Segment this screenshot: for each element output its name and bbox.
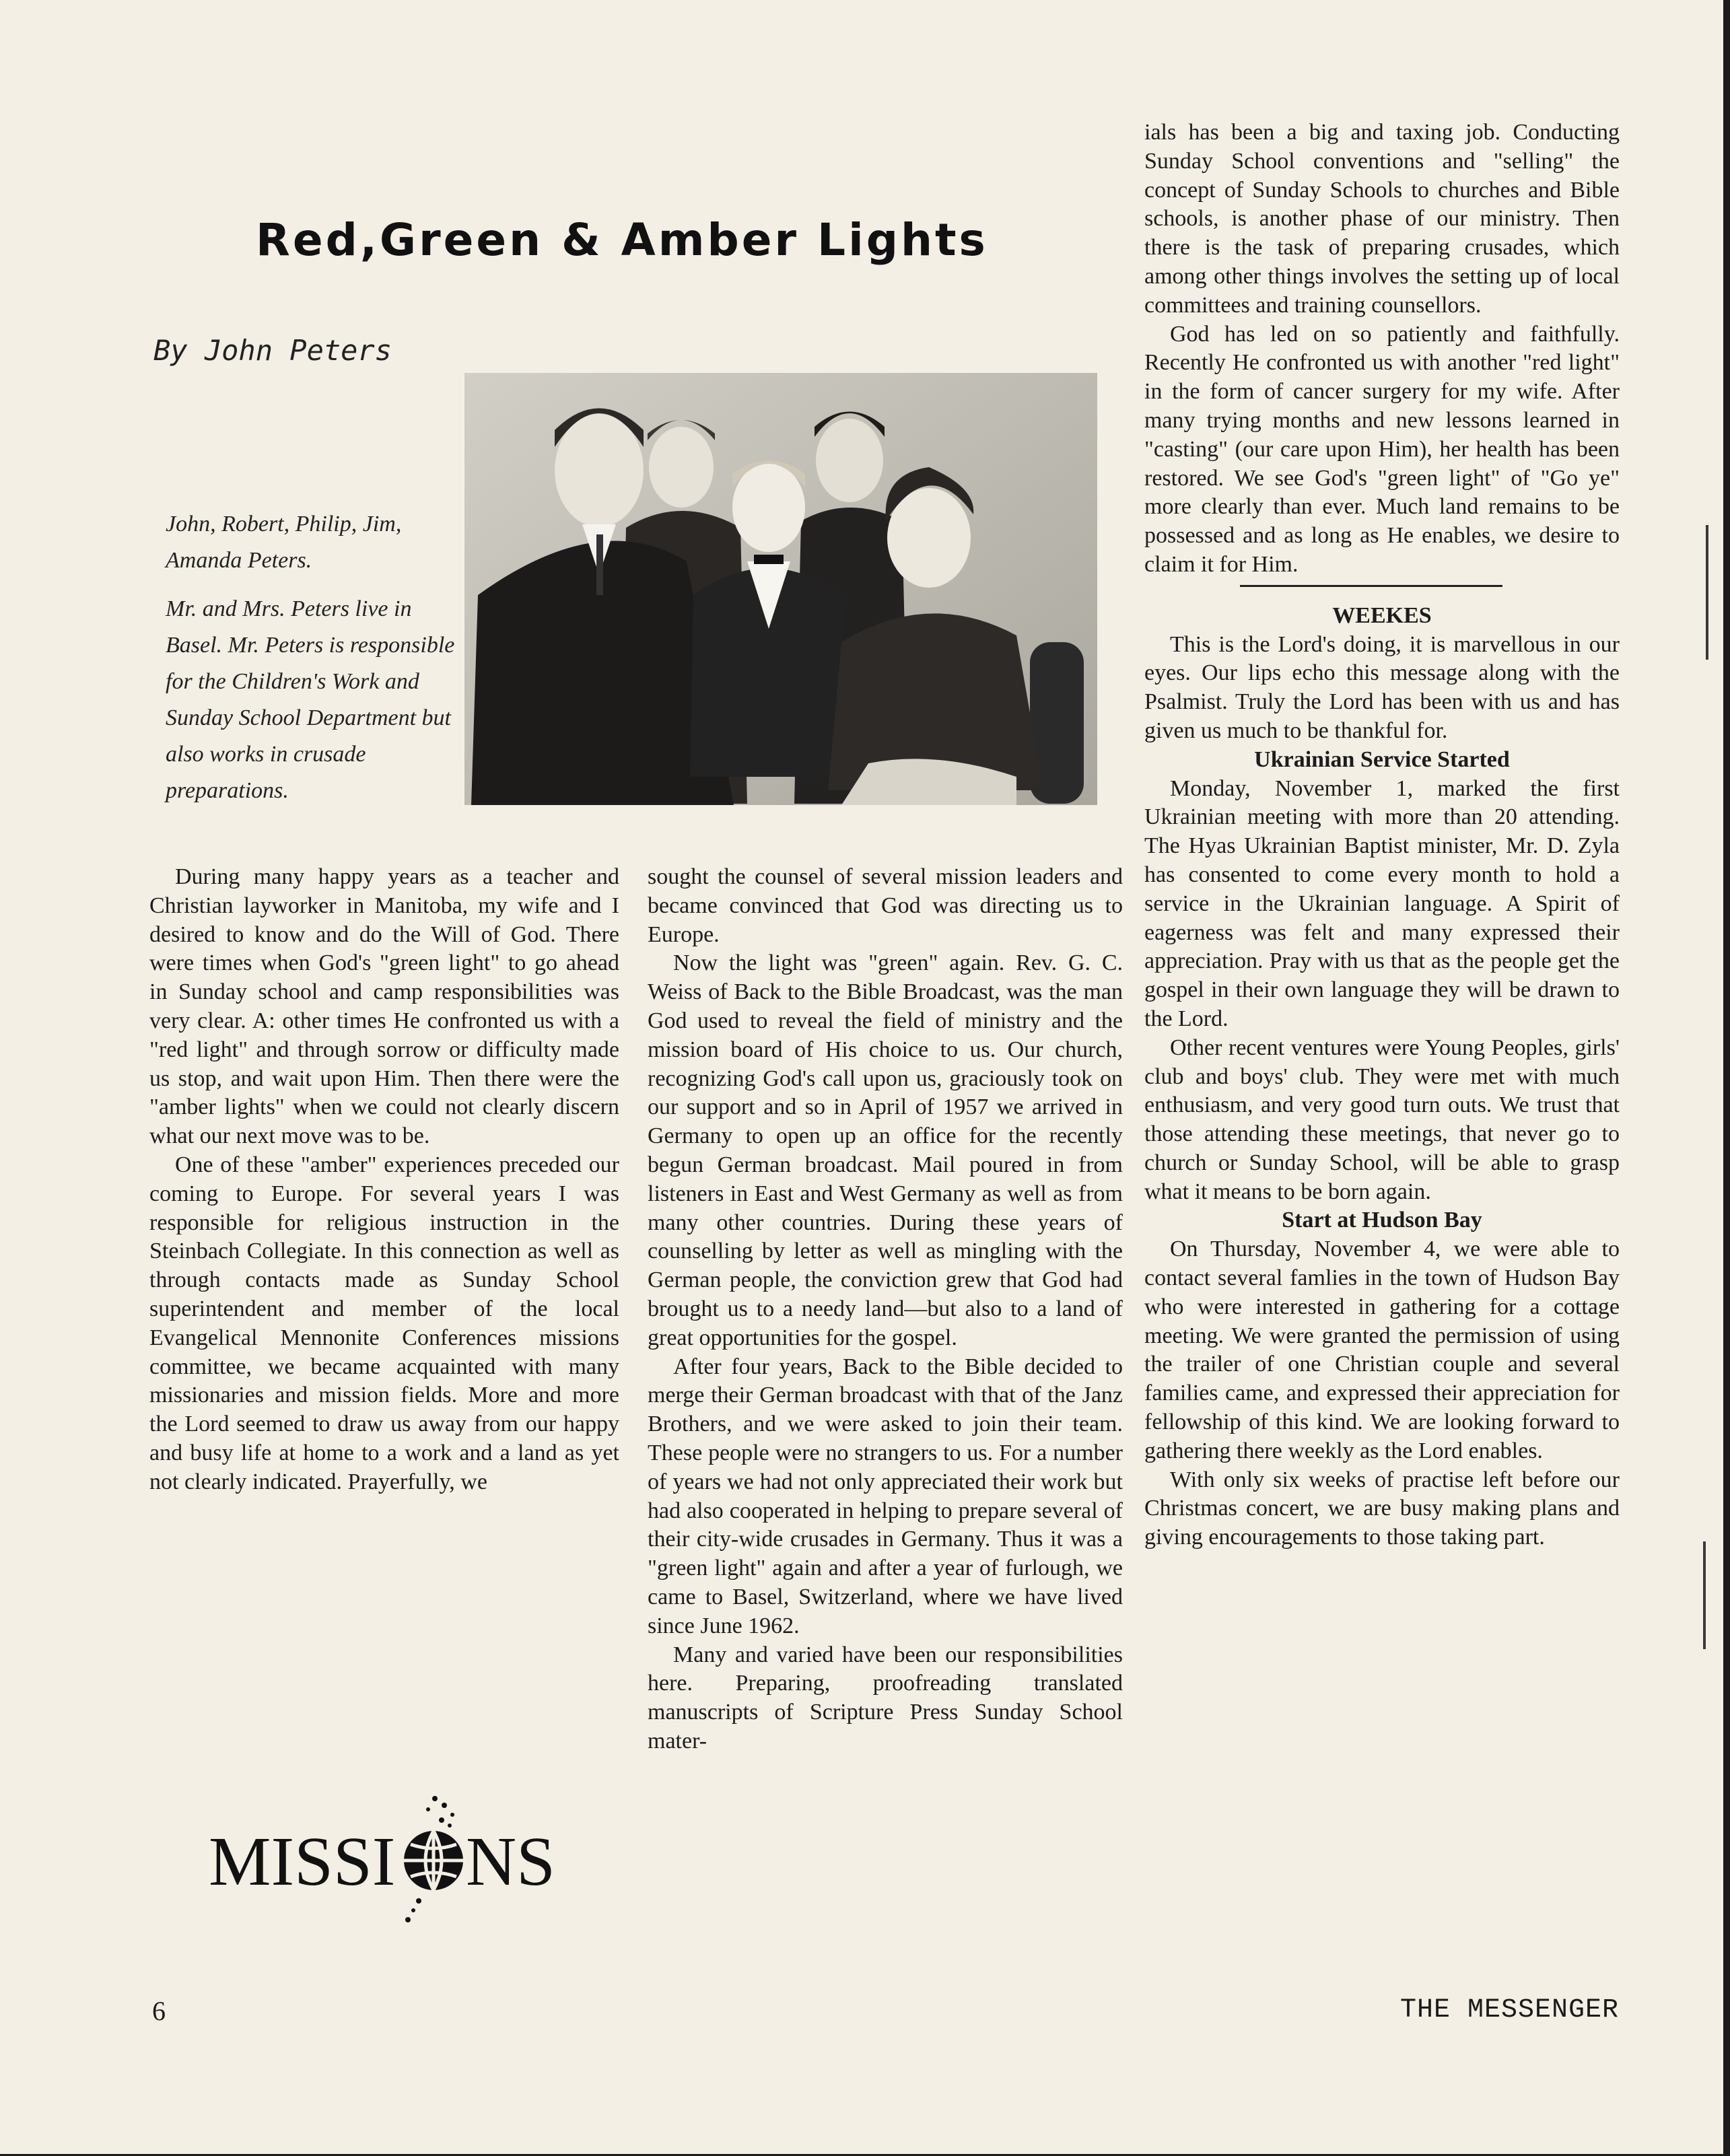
caption-names: John, Robert, Philip, Jim, Amanda Peters. (166, 512, 402, 573)
section-heading: WEEKES (1332, 602, 1432, 628)
paragraph: ials has been a big and taxing job. Conducting Sunday School conventions and "selling" the concept of Sunday Schools to churches and Bible schools, is another phase of our ministry. Then there is the task of preparing crusades, which among other things involves the setting up of local committees and training counsellors. (1144, 120, 1620, 318)
publication-name: THE MESSENGER (1400, 1995, 1620, 2025)
scan-mark (1703, 1541, 1706, 1649)
paragraph: Now the light was "green" again. Rev. G. C. Weiss of Back to the Bible Broadcast, was the man God used to reveal the field of ministry and the mission board of His choice to us. Our church, recognizing God's call upon us, graciously took on our support and so in April of 1957 we arrived in Germany to open up an office for the recently begun German broadcast. Mail poured in from listeners in East and West Germany as well as from many other countries. During these years of counselling by letter as well as mingling with the German people, the conviction grew that God had brought us to a needy land—but also to a land of great opportunities for the gospel. (648, 950, 1123, 1350)
paragraph: Many and varied have been our responsibilities here. Preparing, proofreading translated manuscripts of Scripture Press Sunday School mater- (648, 1642, 1123, 1753)
byline: By John Peters (153, 334, 392, 367)
paragraph: God has led on so patiently and faithfully. Recently He confronted us with another "red light" in the form of cancer surgery for my wife. After many trying months and new lessons learned in "casting" (our care upon Him), her health has been restored. We see God's "green light" of "Go ye" more clearly than ever. Much land remains to be possessed and as long as He enables, we desire to claim it for Him. (1144, 321, 1620, 577)
page-number: 6 (152, 1996, 166, 2026)
svg-text:MISSI: MISSI (209, 1823, 396, 1900)
photo-caption (166, 506, 462, 821)
paragraph: Monday, November 1, marked the first Ukrainian meeting with more than 20 attending. The Hyas Ukrainian Baptist minister, Mr. D. Zyla has consented to come every month to hold a service in the Ukrainian language. A Spirit of eagerness was felt and many expressed their appreciation. Pray with us that as the people get the gospel in their own language they will be drawn to the Lord. (1144, 775, 1620, 1031)
section-divider (1240, 585, 1502, 587)
section-heading: Start at Hudson Bay (1282, 1208, 1482, 1233)
family-photo (464, 373, 1097, 805)
paragraph: On Thursday, November 4, we were able to contact several famlies in the town of Hudson Bay who were interested in gathering for a cottage meeting. We were granted the permission of using the trailer of one Christian couple and several families came, and expressed their appreciation for fellowship of this kind. We are looking forward to gathering there weekly as the Lord enables. (1144, 1237, 1620, 1463)
scan-mark (1706, 525, 1708, 660)
caption-description: Mr. and Mrs. Peters live in Basel. Mr. Peters is responsible for the Children's Work and Sunday School Department but also works in crusade preparations. (166, 596, 455, 803)
svg-text:NS: NS (466, 1823, 555, 1900)
paragraph: One of these "amber" experiences preceded our coming to Europe. For several years I was responsible for religious instruction in the Steinbach Collegiate. In this connection as well as through contacts made as Sunday School superintendent and member of the local Evangelical Mennonite Conferences missions committee, we became acquainted with many missionaries and mission fields. More and more the Lord seemed to draw us away from our happy and busy life at home to a work and a land as yet not clearly indicated. Prayerfully, we (149, 1152, 619, 1494)
paragraph: With only six weeks of practise left before our Christmas concert, we are busy making plans and giving encouragements to those taking part. (1144, 1467, 1620, 1550)
article-column-2 (648, 863, 1123, 1756)
article-column-1 (149, 863, 619, 1497)
paragraph: During many happy years as a teacher and Christian layworker in Manitoba, my wife and I desired to know and do the Will of God. There were times when God's "green light" to go ahead in Sunday school and camp responsibilities was very clear. A: other times He confronted us with a "red light" and through sorrow or difficulty made us stop, and wait upon Him. Then there were the "amber lights" when we could not clearly discern what our next move was to be. (149, 864, 619, 1149)
missions-logo (209, 1790, 559, 1925)
section-heading: Ukrainian Service Started (1254, 746, 1510, 772)
paragraph: sought the counsel of several mission leaders and became convinced that God was directing us to Europe. (648, 864, 1123, 947)
article-column-3 (1144, 118, 1620, 1552)
article-title: Red,Green & Amber Lights (256, 214, 988, 266)
paragraph: Other recent ventures were Young Peoples, girls' club and boys' club. They were met with much enthusiasm, and very good turn outs. We trust that those attending these meetings, that never go to church or Sunday School, will be able to grasp what it means to be born again. (1144, 1035, 1620, 1204)
paragraph: After four years, Back to the Bible decided to merge their German broadcast with that of the Janz Brothers, and we were asked to join their team. These people were no strangers to us. For a number of years we had not only appreciated their work but had also cooperated in helping to prepare several of their city-wide crusades in Germany. Thus it was a "green light" again and after a year of furlough, we came to Basel, Switzerland, where we have lived since June 1962. (648, 1354, 1123, 1638)
paragraph: This is the Lord's doing, it is marvellous in our eyes. Our lips echo this message along with the Psalmist. Truly the Lord has been with us and has given us much to be thankful for. (1144, 631, 1620, 743)
